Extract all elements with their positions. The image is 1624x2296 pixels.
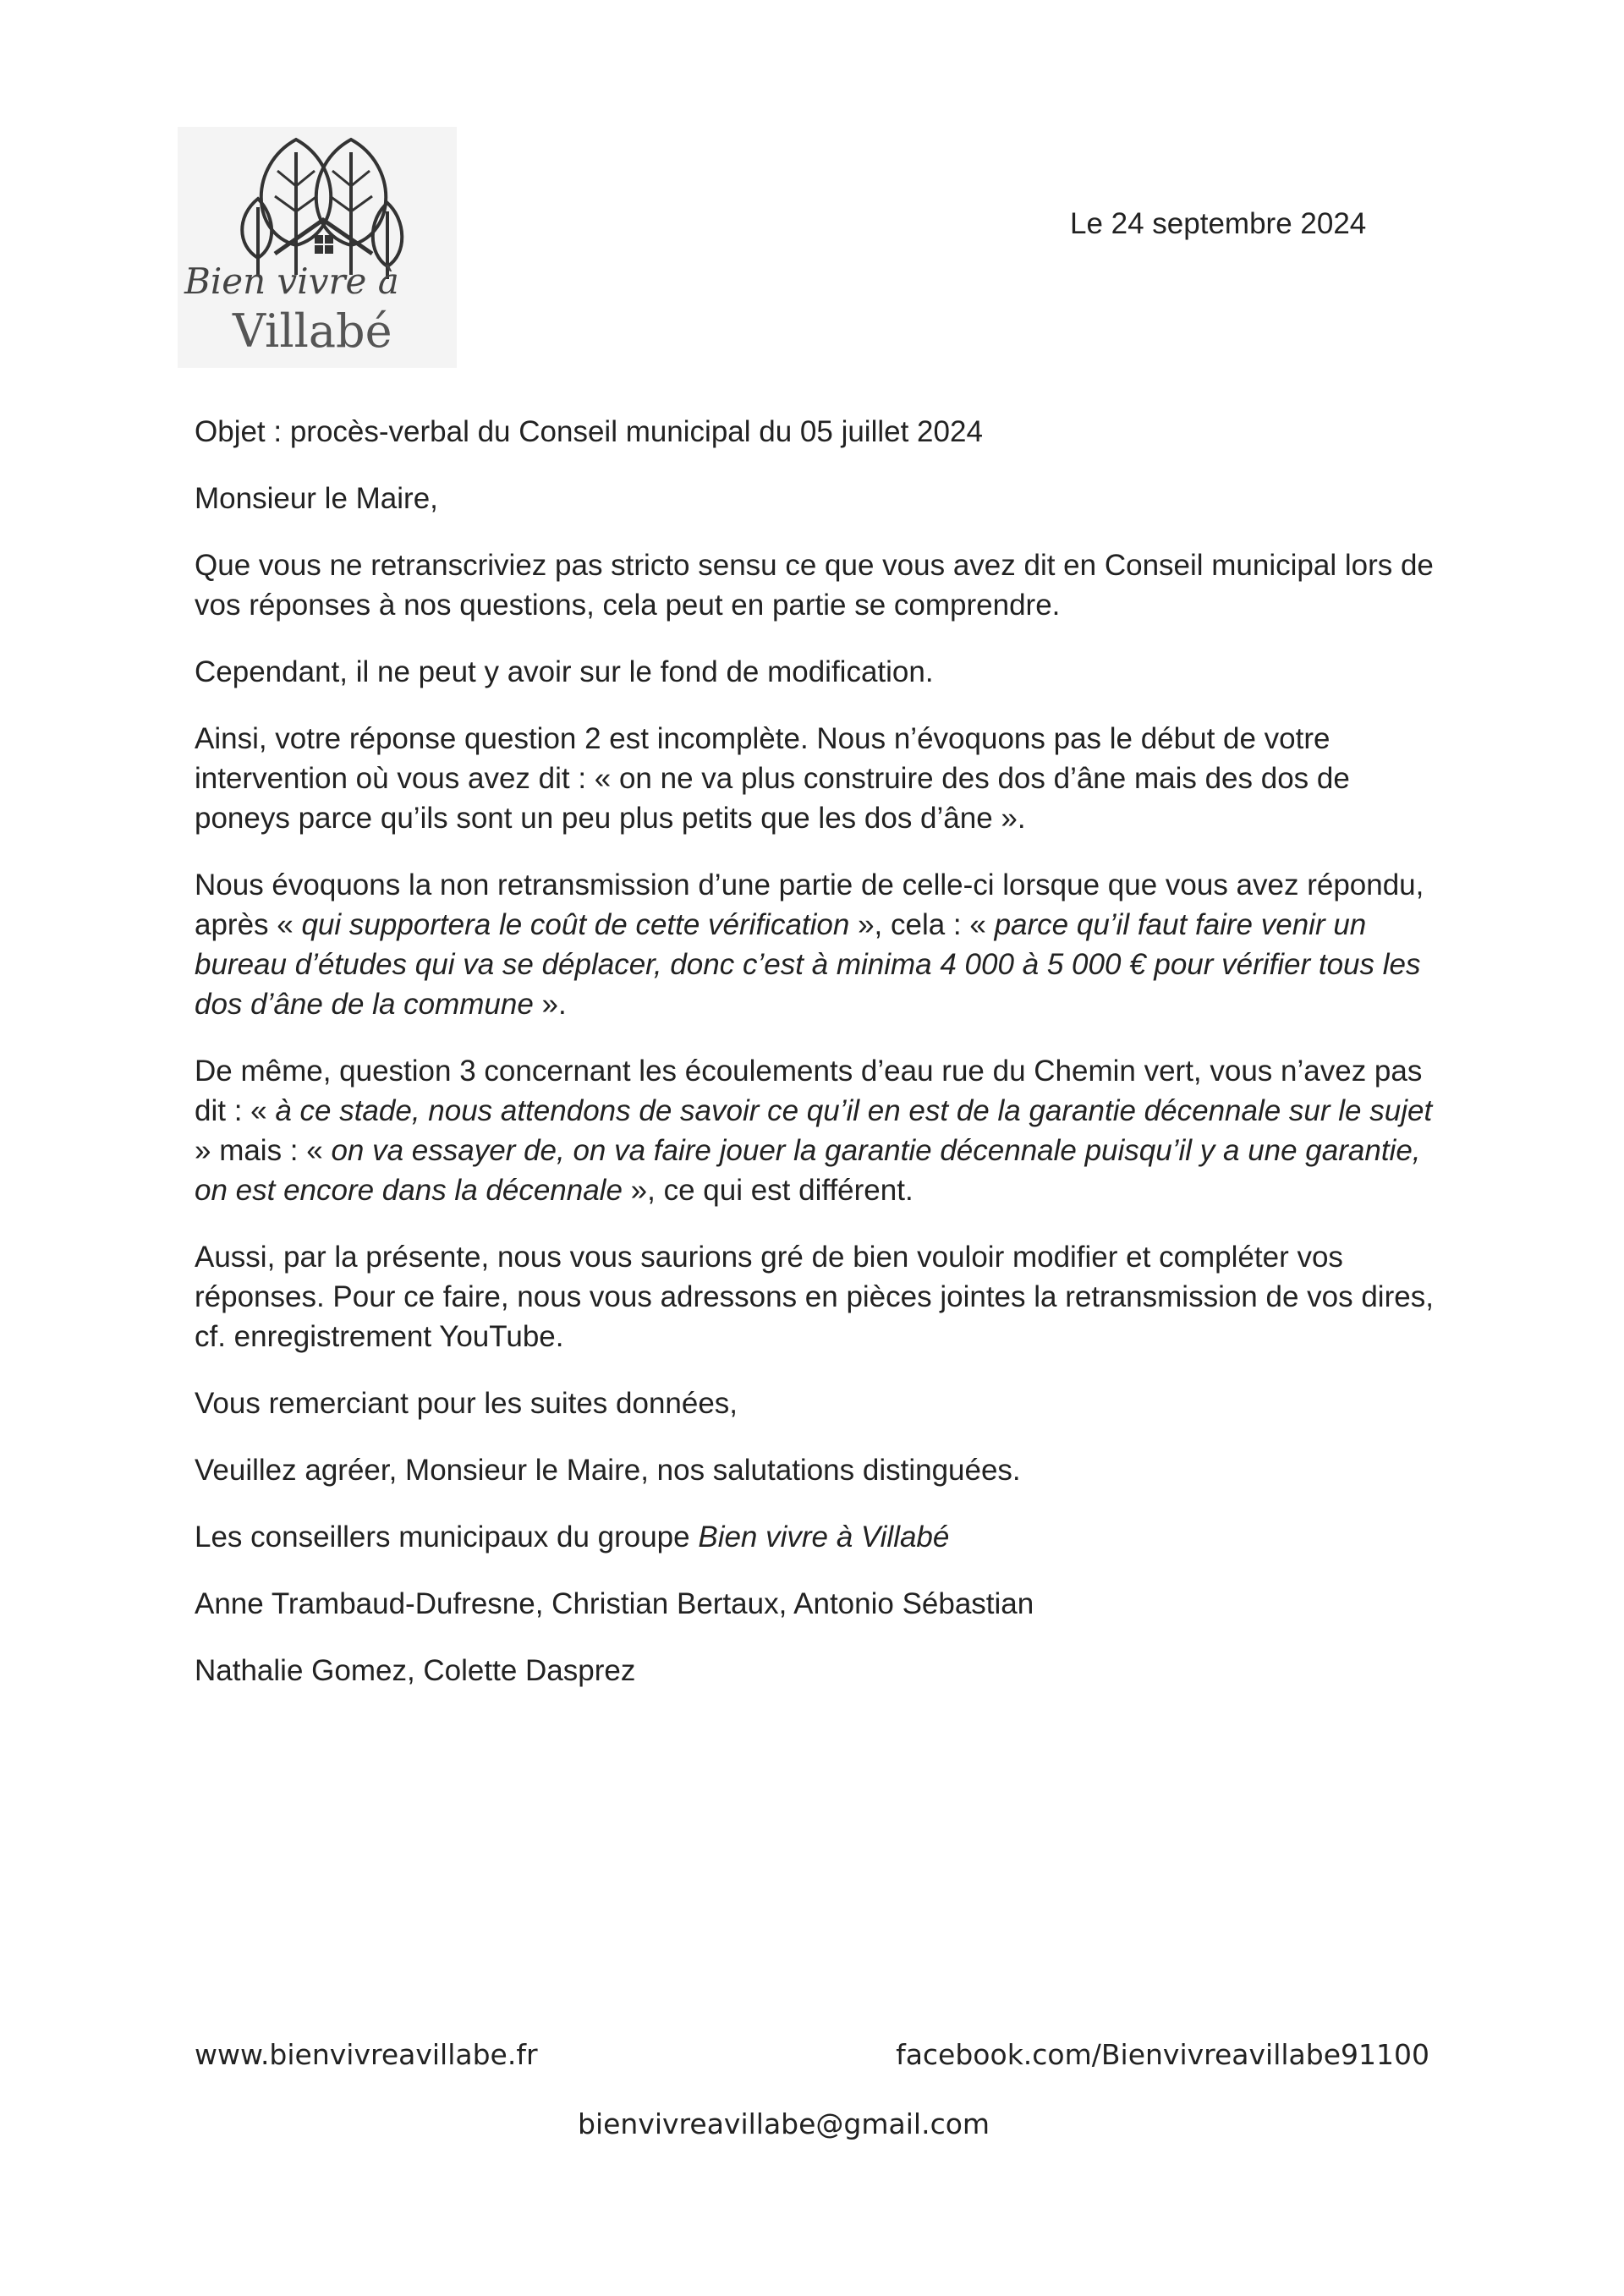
p4-quote-1: qui supportera le coût de cette vérification [301, 908, 850, 941]
paragraph-3: Ainsi, votre réponse question 2 est incomplète. Nous n’évoquons pas le début de votre intervention où vous avez dit : « on ne va plus construire des dos d’âne mais des dos de poneys parce qu’ils sont un peu plus petits que les dos d’âne ». [195, 722, 1350, 835]
p4-text-2: », cela : « [849, 908, 995, 941]
paragraph-4 [195, 865, 1438, 1024]
paragraph-6: Aussi, par la présente, nous vous saurions gré de bien vouloir modifier et compléter vos réponses. Pour ce faire, nous vous adressons en pièces jointes la retransmission de vos dires, cf. enregistrement YouTube. [195, 1241, 1434, 1353]
paragraph-7: Vous remerciant pour les suites données, [195, 1387, 738, 1420]
salutation: Monsieur le Maire, [195, 482, 438, 515]
signatories-line-2: Nathalie Gomez, Colette Dasprez [195, 1654, 636, 1687]
p5-quote-2: on va essayer de, on va faire jouer la garantie décennale puisqu’il y a une garantie, on est encore dans la décennale [195, 1134, 1421, 1207]
facebook-link[interactable]: facebook.com/Bienvivreavillabe91100 [896, 2038, 1429, 2071]
signature-group: Bien vivre à Villabé [698, 1521, 950, 1553]
p5-text-1: De même, question 3 concernant les écoulements d’eau rue du Chemin vert, vous n’avez pas dit : « [195, 1055, 1423, 1127]
signature-line [195, 1517, 1438, 1557]
letter-date: Le 24 septembre 2024 [1070, 207, 1367, 240]
logo-name-text: Villabé [233, 304, 392, 358]
p4-quote-2: parce qu’il faut faire venir un bureau d’études qui va se déplacer, donc c’est à minima 4 000 à 5 000 € pour vérifier tous les dos d’âne de la commune [195, 908, 1421, 1021]
paragraph-8: Veuillez agréer, Monsieur le Maire, nos salutations distinguées. [195, 1454, 1021, 1487]
p4-text-1: Nous évoquons la non retransmission d’une partie de celle-ci lorsque que vous avez répondu, après « [195, 869, 1424, 941]
email-link[interactable]: bienvivreavillabe@gmail.com [578, 2107, 990, 2140]
paragraph-1: Que vous ne retranscriviez pas stricto sensu ce que vous avez dit en Conseil municipal lors de vos réponses à nos questions, cela peut en partie se comprendre. [195, 549, 1434, 622]
bien-vivre-logo [178, 127, 457, 368]
p5-quote-1: à ce stade, nous attendons de savoir ce qu’il en est de la garantie décennale sur le sujet [275, 1094, 1433, 1127]
subject-line: Objet : procès-verbal du Conseil municipal du 05 juillet 2024 [195, 415, 983, 448]
logo-script-text: Bien vivre à [184, 260, 399, 302]
p5-text-3: », ce qui est différent. [622, 1174, 914, 1207]
letter-body [195, 412, 1438, 1718]
paragraph-2: Cependant, il ne peut y avoir sur le fond de modification. [195, 655, 934, 688]
paragraph-5 [195, 1051, 1438, 1210]
p5-text-2: » mais : « [195, 1134, 332, 1167]
signatories-line-1: Anne Trambaud-Dufresne, Christian Bertaux, Antonio Sébastian [195, 1587, 1034, 1620]
p4-text-3: ». [533, 988, 567, 1021]
signature-prefix: Les conseillers municipaux du groupe [195, 1521, 699, 1553]
website-link[interactable]: www.bienvivreavillabe.fr [195, 2038, 538, 2071]
